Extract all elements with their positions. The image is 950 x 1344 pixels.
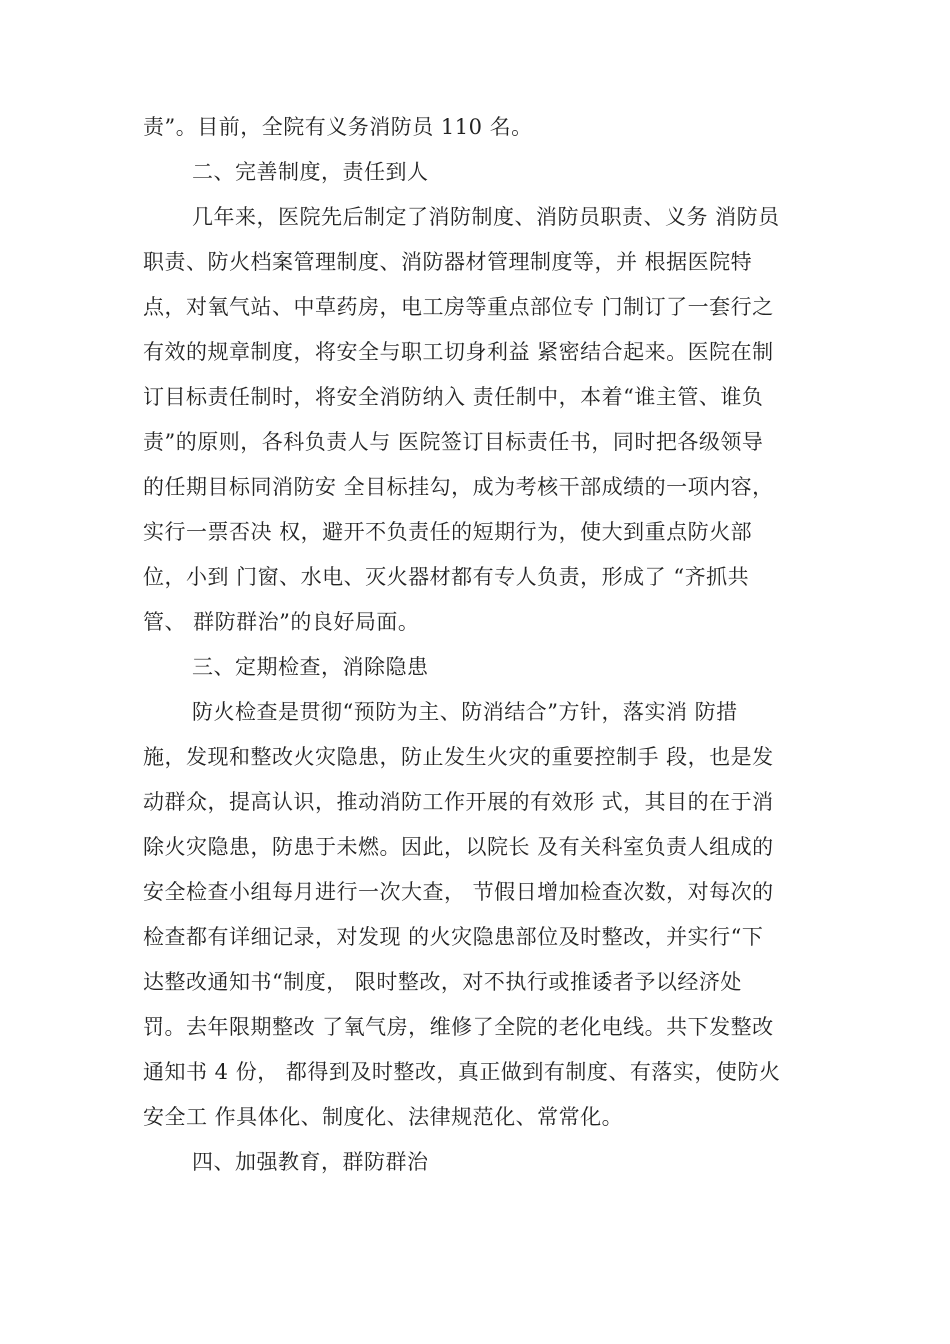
body-text-line: 管、 群防群治”的良好局面。	[143, 610, 420, 634]
body-text-line: 几年来，医院先后制定了消防制度、消防员职责、义务 消防员	[192, 205, 780, 229]
body-text-line: 订目标责任制时，将安全消防纳入 责任制中，本着“谁主管、谁负	[143, 385, 764, 409]
section-heading: 三、定期检查，消除隐患	[192, 655, 429, 679]
body-text-line: 点，对氧气站、中草药房，电工房等重点部位专 门制订了一套行之	[143, 295, 774, 319]
body-text-line: 责”。目前，全院有义务消防员 110 名。	[143, 115, 533, 139]
body-text-line: 职责、防火档案管理制度、消防器材管理制度等，并 根据医院特	[143, 250, 753, 274]
body-text-line: 位，小到 门窗、水电、灭火器材都有专人负责，形成了 “齐抓共	[143, 565, 750, 589]
body-text-line: 除火灾隐患，防患于未燃。因此，以院长 及有关科室负责人组成的	[143, 835, 774, 859]
body-text-line: 安全检查小组每月进行一次大查， 节假日增加检查次数，对每次的	[143, 880, 774, 904]
body-text-line: 责”的原则，各科负责人与 医院签订目标责任书，同时把各级领导	[143, 430, 764, 454]
body-text-line: 达整改通知书“制度， 限时整改，对不执行或推诿者予以经济处	[143, 970, 742, 994]
body-text-line: 实行一票否决 权，避开不负责任的短期行为，使大到重点防火部	[143, 520, 753, 544]
body-text-line: 有效的规章制度，将安全与职工切身利益 紧密结合起来。医院在制	[143, 340, 774, 364]
body-text-line: 施，发现和整改火灾隐患，防止发生火灾的重要控制手 段，也是发	[143, 745, 774, 769]
body-text-line: 防火检查是贯彻“预防为主、防消结合”方针，落实消 防措	[192, 700, 738, 724]
section-heading: 四、加强教育，群防群治	[192, 1150, 429, 1174]
body-text-line: 通知书 4 份， 都得到及时整改，真正做到有制度、有落实，使防火	[143, 1060, 781, 1084]
body-text-line: 检查都有详细记录，对发现 的火灾隐患部位及时整改，并实行“下	[143, 925, 764, 949]
body-text-line: 安全工 作具体化、制度化、法律规范化、常常化。	[143, 1105, 624, 1129]
section-heading: 二、完善制度，责任到人	[192, 160, 429, 184]
body-text-line: 的任期目标同消防安 全目标挂勾，成为考核干部成绩的一项内容，	[143, 475, 774, 499]
body-text-line: 动群众，提高认识，推动消防工作开展的有效形 式，其目的在于消	[143, 790, 774, 814]
body-text-line: 罚。去年限期整改 了氧气房，维修了全院的老化电线。共下发整改	[143, 1015, 774, 1039]
